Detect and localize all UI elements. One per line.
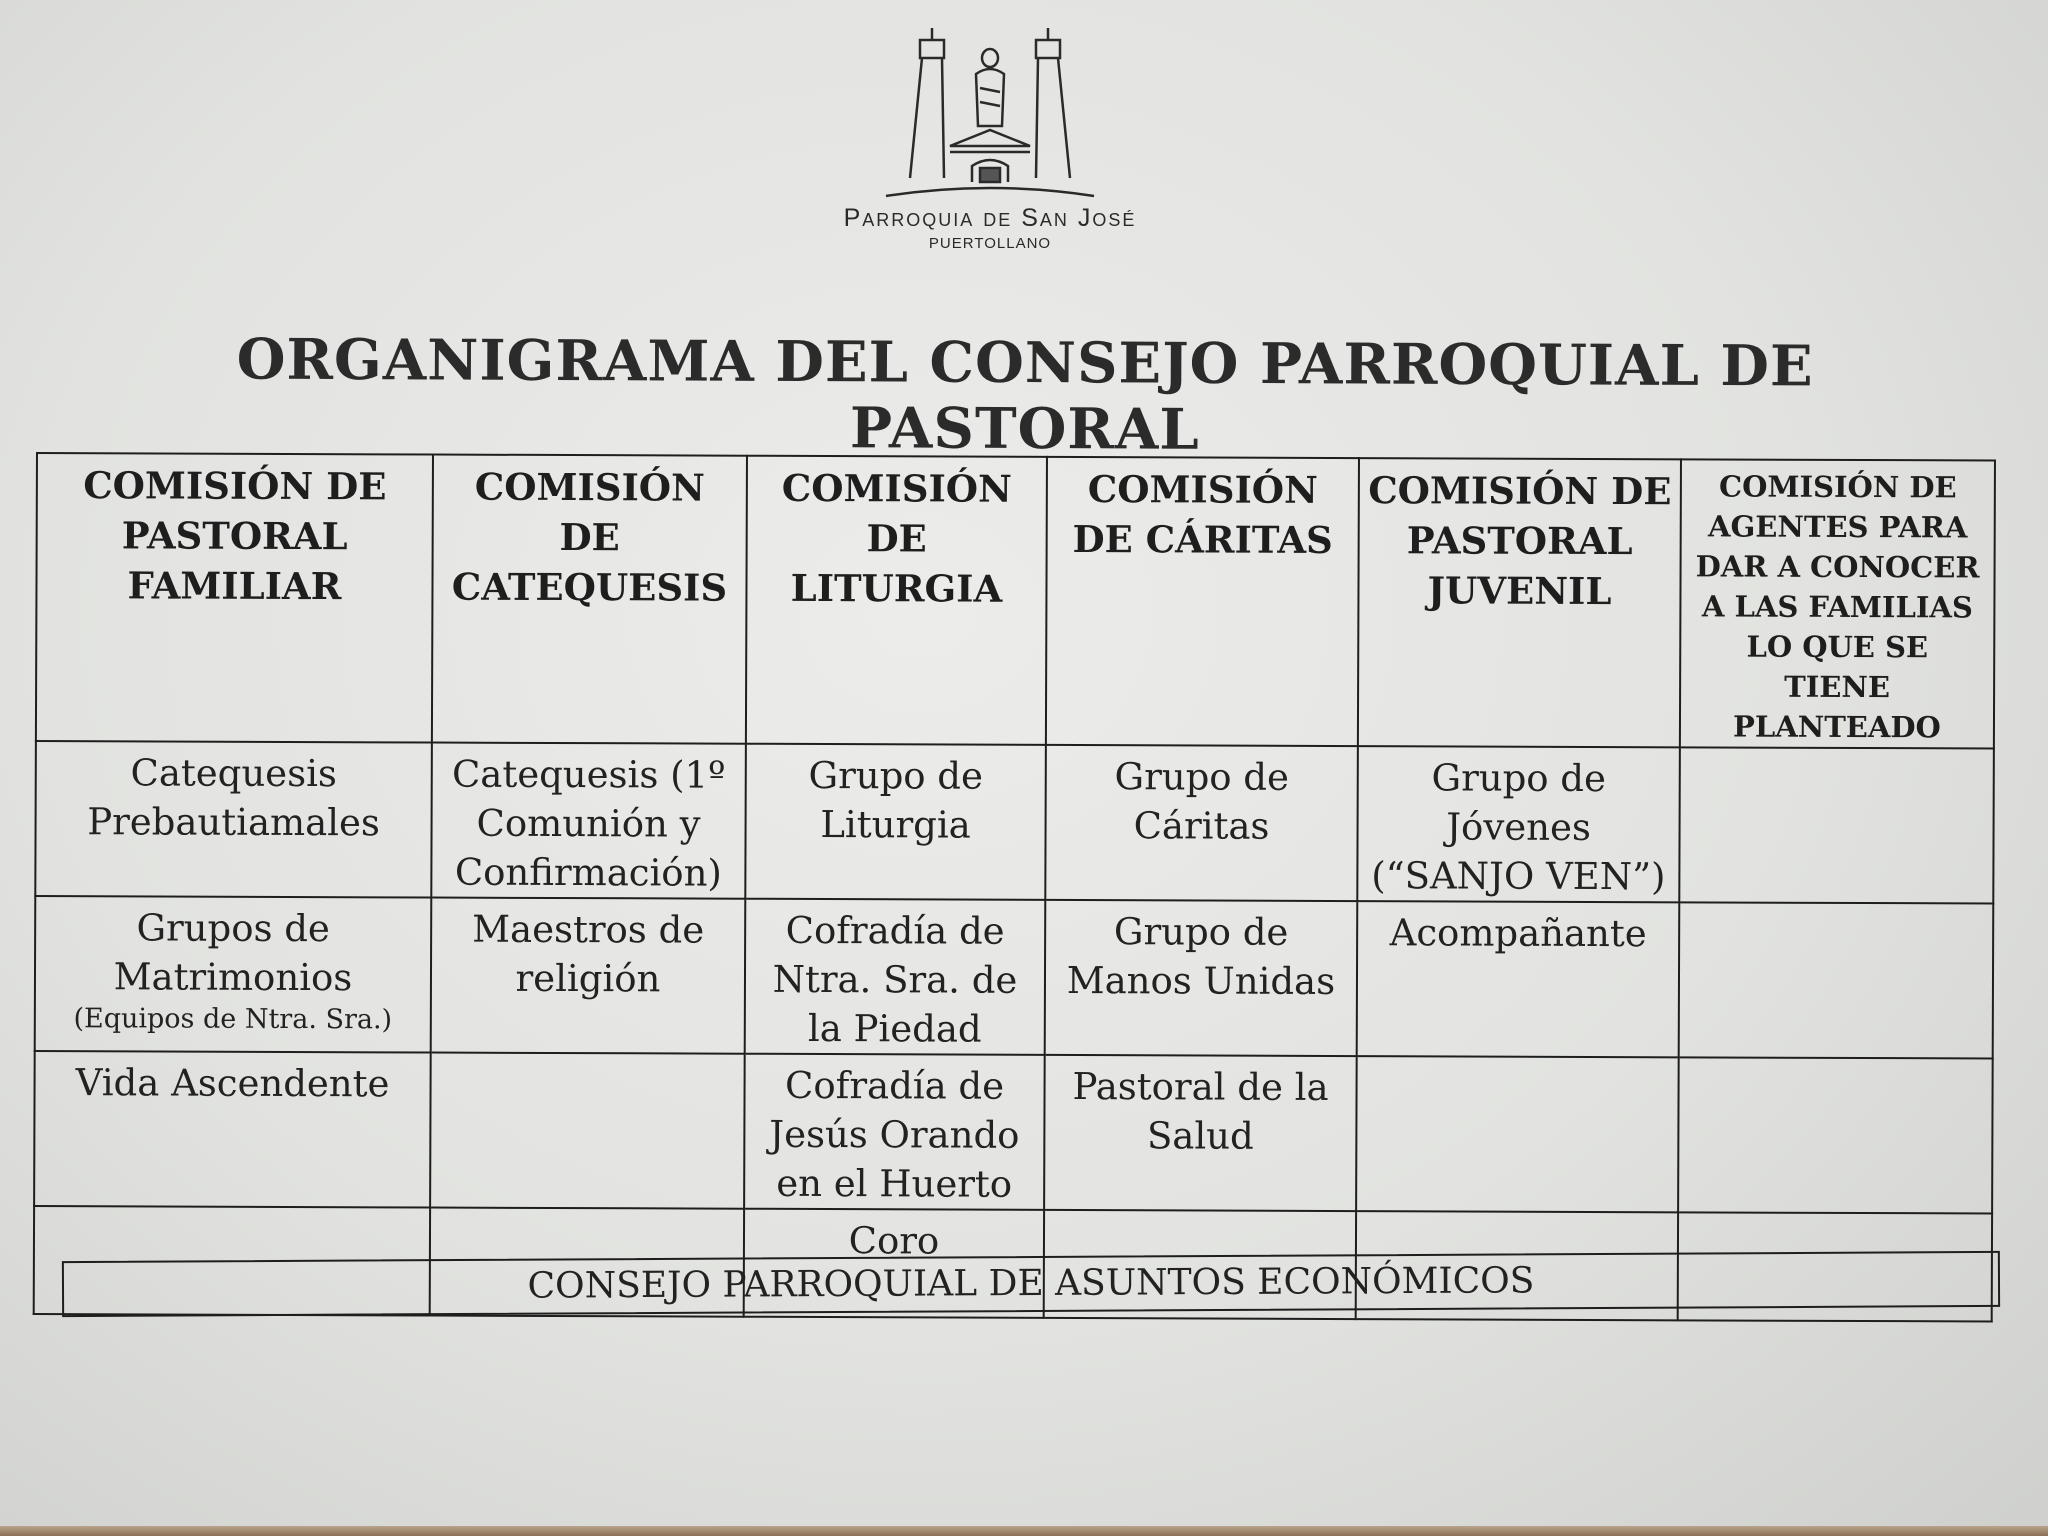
- table-cell: [1679, 747, 1994, 903]
- cell-note: (Equipos de Ntra. Sra.): [73, 1003, 393, 1036]
- table-cell: Catequesis (1º Comunión y Confirmación): [431, 743, 746, 899]
- header-agentes: COMISIÓN DE AGENTES PARA DAR A CONOCER A LAS FAMILIAS LO QUE SE TIENE PLANTEADO: [1680, 459, 1995, 748]
- table-cell: Cofradía de Jesús Orando en el Huerto: [744, 1054, 1045, 1210]
- table-cell: Grupo de Liturgia: [745, 744, 1046, 900]
- header-row: [36, 453, 1995, 749]
- parish-location: PUERTOLLANO: [928, 235, 1052, 252]
- header-liturgia: COMISIÓN DE LITURGIA: [746, 456, 1047, 745]
- table-cell: Grupo de Manos Unidas: [1045, 900, 1358, 1056]
- header-pastoral-juvenil: COMISIÓN DE PASTORAL JUVENIL: [1358, 458, 1681, 747]
- table-row: [35, 741, 1994, 904]
- table-cell: Acompañante: [1357, 901, 1680, 1057]
- header-catequesis: COMISIÓN DE CATEQUESIS: [432, 455, 747, 744]
- table-cell: [430, 1053, 745, 1209]
- header-caritas: COMISIÓN DE CÁRITAS: [1046, 457, 1359, 746]
- parish-name: Parroquia de San José: [843, 204, 1137, 232]
- header-pastoral-familiar: COMISIÓN DE PASTORAL FAMILIAR: [36, 453, 433, 743]
- page-title: ORGANIGRAMA DEL CONSEJO PARROQUIAL DE PASTORAL: [236, 326, 1814, 463]
- org-chart-table: [33, 452, 1996, 1323]
- cell-text: Grupos de Matrimonios: [113, 906, 353, 1000]
- table-cell: [1356, 1056, 1679, 1212]
- table-cell: [35, 896, 432, 1053]
- table-cell: Grupo de Jóvenes (“SANJO VEN”): [1357, 746, 1680, 902]
- table-row: [34, 1051, 1993, 1214]
- table-cell: Maestros de religión: [431, 898, 746, 1054]
- church-facade-icon: [880, 18, 1100, 198]
- table-cell: Grupo de Cáritas: [1045, 745, 1358, 901]
- table-cell: Coro: [744, 1209, 1044, 1318]
- table-row: [35, 896, 1994, 1059]
- table-surface-edge: [0, 1526, 2048, 1536]
- parish-logo: [800, 18, 1180, 278]
- table-cell: [1678, 1057, 1993, 1213]
- table-cell: Cofradía de Ntra. Sra. de la Piedad: [745, 899, 1046, 1055]
- table-cell: Vida Ascendente: [34, 1051, 431, 1208]
- table-cell: Pastoral de la Salud: [1044, 1055, 1357, 1211]
- economic-council-box: CONSEJO PARROQUIAL DE ASUNTOS ECONÓMICOS: [62, 1251, 2000, 1317]
- table-cell: [1679, 902, 1994, 1058]
- table-cell: Catequesis Prebautiamales: [35, 741, 432, 898]
